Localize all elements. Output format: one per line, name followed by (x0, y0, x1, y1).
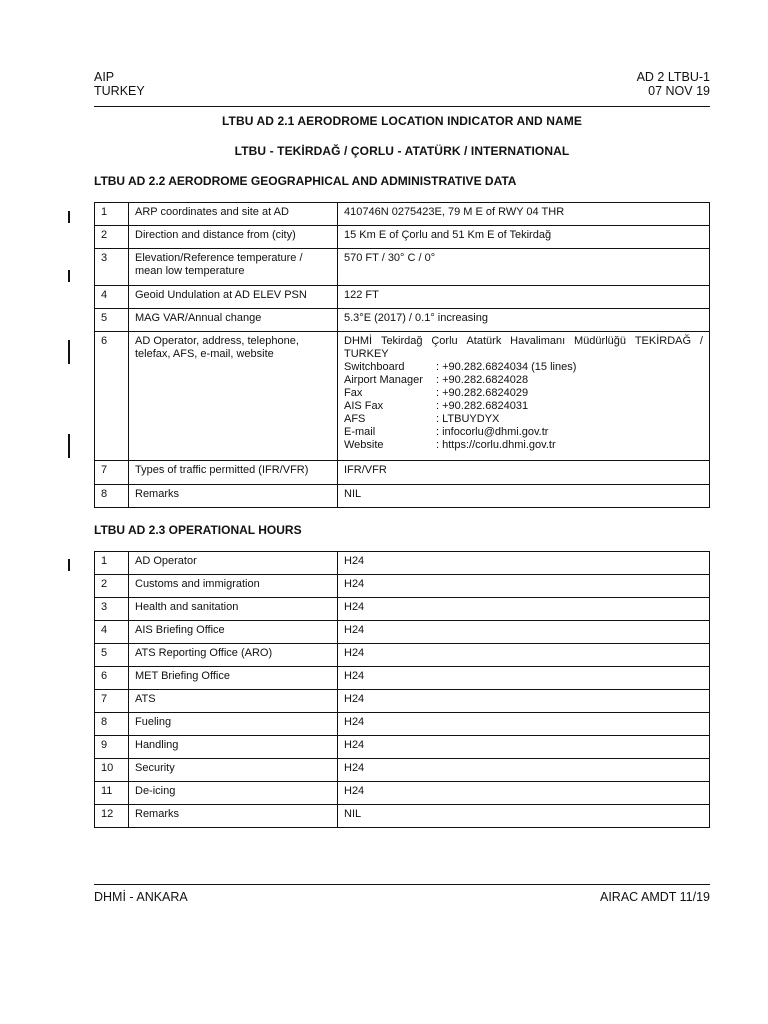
row-value: 570 FT / 30° C / 0° (338, 249, 710, 286)
row-number: 11 (95, 782, 129, 805)
contact-label: Switchboard (344, 361, 405, 373)
row-value: 5.3°E (2017) / 0.1° increasing (338, 309, 710, 332)
change-bar (68, 270, 70, 282)
row-value: H24 (338, 782, 710, 805)
address-word: Atatürk (466, 335, 502, 347)
change-bar (68, 559, 70, 571)
row-number: 9 (95, 736, 129, 759)
contact-value: : https://corlu.dhmi.gov.tr (436, 439, 556, 451)
contact-label: E-mail (344, 426, 376, 438)
contact-value: : infocorlu@dhmi.gov.tr (436, 426, 549, 438)
row-number: 6 (95, 332, 129, 461)
row-value: 15 Km E of Çorlu and 51 Km E of Tekirdağ (338, 226, 710, 249)
row-item: Remarks (129, 485, 338, 508)
row-item: ARP coordinates and site at AD (129, 203, 338, 226)
row-number: 2 (95, 575, 129, 598)
table-row (95, 552, 710, 575)
row-number: 8 (95, 485, 129, 508)
row-value: H24 (338, 736, 710, 759)
row-value: NIL (338, 805, 710, 828)
contact-value: : +90.282.6824031 (436, 400, 529, 412)
contact-label: Fax (344, 387, 363, 399)
table-row (95, 203, 710, 226)
table-row (95, 759, 710, 782)
aerodrome-name: LTBU - TEKİRDAĞ / ÇORLU - ATATÜRK / INTERNATIONAL (234, 144, 570, 158)
operator-address-line (344, 335, 703, 348)
row-number: 1 (95, 203, 129, 226)
row-item: Geoid Undulation at AD ELEV PSN (129, 286, 338, 309)
row-value: H24 (338, 621, 710, 644)
header-doc-name: AIP (94, 70, 115, 84)
operator-contact-block (338, 332, 710, 461)
table-row (95, 332, 710, 461)
contact-value: : LTBUYDYX (436, 413, 500, 425)
table-row (95, 644, 710, 667)
contact-list (344, 361, 703, 452)
footer-amendment: AIRAC AMDT 11/19 (600, 890, 710, 904)
row-number: 1 (95, 552, 129, 575)
row-item: Customs and immigration (129, 575, 338, 598)
row-number: 4 (95, 286, 129, 309)
address-word: / (699, 335, 703, 347)
contact-value: : +90.282.6824029 (436, 387, 529, 399)
row-item-line: telefax, AFS, e-mail, website (135, 348, 274, 360)
row-item (129, 249, 338, 286)
section-heading-2-3: LTBU AD 2.3 OPERATIONAL HOURS (94, 523, 302, 537)
table-row (95, 621, 710, 644)
contact-label: AFS (344, 413, 366, 425)
table-row (95, 485, 710, 508)
row-value: IFR/VFR (338, 461, 710, 485)
operational-hours-table (94, 551, 710, 828)
row-number: 7 (95, 690, 129, 713)
table-row (95, 713, 710, 736)
row-item: Direction and distance from (city) (129, 226, 338, 249)
address-word: Müdürlüğü (574, 335, 626, 347)
table-row (95, 667, 710, 690)
row-number: 3 (95, 598, 129, 621)
contact-label: Airport Manager (344, 374, 423, 386)
row-value: H24 (338, 713, 710, 736)
table-row (95, 309, 710, 332)
row-value: H24 (338, 690, 710, 713)
row-item: Handling (129, 736, 338, 759)
row-value: 410746N 0275423E, 79 M E of RWY 04 THR (338, 203, 710, 226)
section-title-2-1: LTBU AD 2.1 AERODROME LOCATION INDICATOR AND NAME (221, 114, 582, 128)
page-header-right (637, 70, 710, 98)
table-row (95, 249, 710, 286)
row-item: Types of traffic permitted (IFR/VFR) (129, 461, 338, 485)
change-bar (68, 340, 70, 364)
address-word: Tekirdağ (380, 335, 423, 347)
row-value: 122 FT (338, 286, 710, 309)
contact-label: AIS Fax (344, 400, 384, 412)
geo-admin-data-table (94, 202, 710, 508)
row-value: H24 (338, 598, 710, 621)
row-item: MAG VAR/Annual change (129, 309, 338, 332)
row-item: De-icing (129, 782, 338, 805)
table-row (95, 598, 710, 621)
row-item: AD Operator (129, 552, 338, 575)
header-country: TURKEY (94, 84, 145, 98)
address-word: Çorlu (431, 335, 458, 347)
contact-value: : +90.282.6824034 (15 lines) (436, 361, 577, 373)
footer-publisher: DHMİ - ANKARA (94, 890, 188, 904)
row-item (129, 332, 338, 461)
row-item: Remarks (129, 805, 338, 828)
header-page-id: AD 2 LTBU-1 (636, 70, 710, 84)
header-date: 07 NOV 19 (648, 84, 710, 98)
page-header-left (94, 70, 145, 98)
row-item-line: AD Operator, address, telephone, (135, 335, 299, 347)
section-heading-2-2: LTBU AD 2.2 AERODROME GEOGRAPHICAL AND ADMINISTRATIVE DATA (94, 174, 517, 188)
footer-divider (94, 884, 710, 885)
table-row (95, 690, 710, 713)
row-number: 3 (95, 249, 129, 286)
row-number: 7 (95, 461, 129, 485)
table-row (95, 736, 710, 759)
address-word: Havalimanı (510, 335, 566, 347)
row-item: Security (129, 759, 338, 782)
row-item-line: Elevation/Reference temperature / (135, 252, 303, 264)
row-number: 6 (95, 667, 129, 690)
row-item: Health and sanitation (129, 598, 338, 621)
row-value: H24 (338, 575, 710, 598)
change-bar (68, 434, 70, 458)
change-bar (68, 211, 70, 223)
row-number: 12 (95, 805, 129, 828)
table-row (95, 575, 710, 598)
table-row (95, 461, 710, 485)
table-row (95, 226, 710, 249)
address-word: DHMİ (344, 335, 373, 347)
row-value: H24 (338, 667, 710, 690)
operator-country: TURKEY (344, 348, 389, 360)
row-item: ATS Reporting Office (ARO) (129, 644, 338, 667)
table-row (95, 805, 710, 828)
row-number: 2 (95, 226, 129, 249)
row-number: 5 (95, 309, 129, 332)
row-value: H24 (338, 552, 710, 575)
table-row (95, 286, 710, 309)
row-item: Fueling (129, 713, 338, 736)
row-item-line: mean low temperature (135, 265, 245, 277)
row-number: 5 (95, 644, 129, 667)
row-value: NIL (338, 485, 710, 508)
table-row (95, 782, 710, 805)
row-number: 8 (95, 713, 129, 736)
row-item: AIS Briefing Office (129, 621, 338, 644)
row-value: H24 (338, 759, 710, 782)
row-value: H24 (338, 644, 710, 667)
address-word: TEKİRDAĞ (634, 335, 692, 347)
row-item: MET Briefing Office (129, 667, 338, 690)
row-item: ATS (129, 690, 338, 713)
row-number: 10 (95, 759, 129, 782)
contact-label: Website (344, 439, 384, 451)
contact-value: : +90.282.6824028 (436, 374, 529, 386)
header-divider (94, 106, 710, 107)
row-number: 4 (95, 621, 129, 644)
